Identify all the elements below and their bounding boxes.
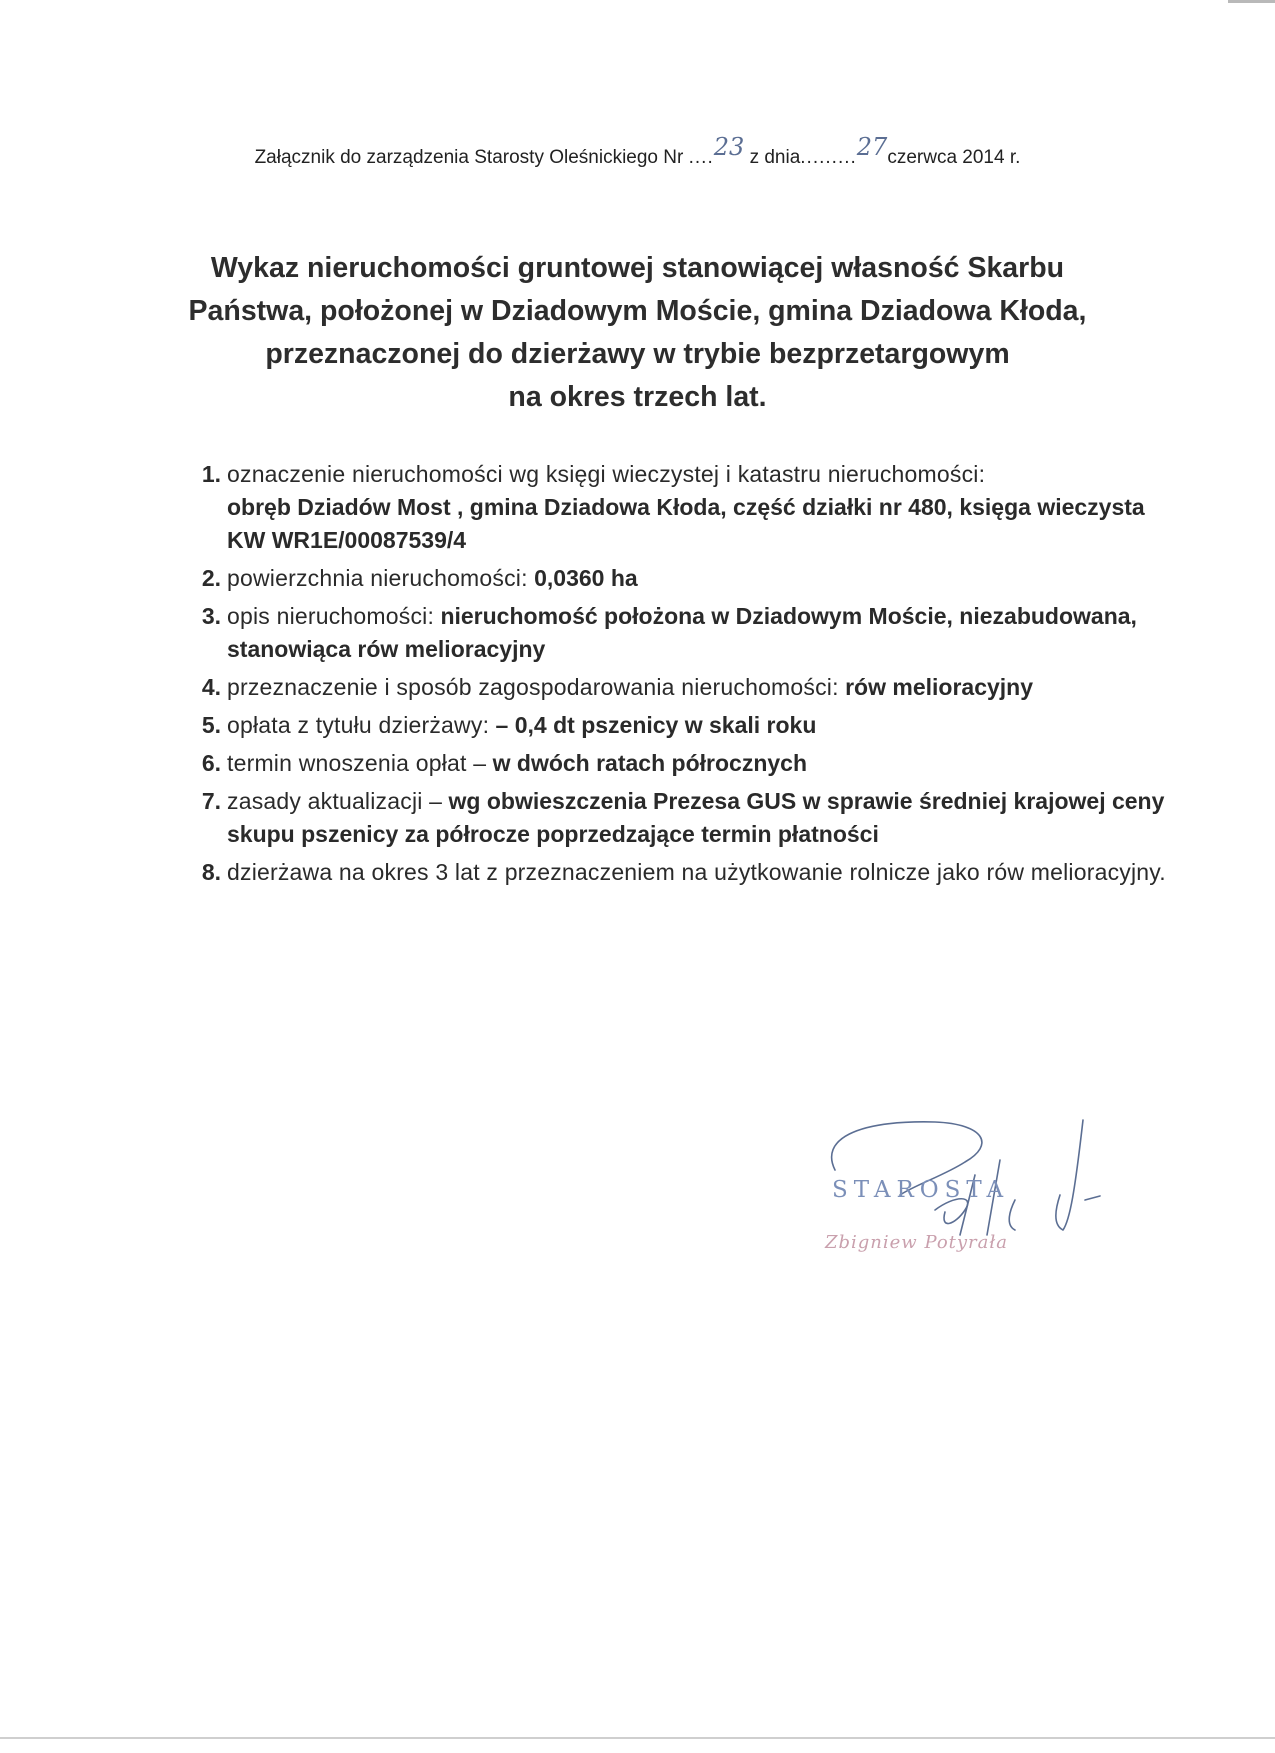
item-number: 1. (201, 461, 221, 487)
item-label: opis nieruchomości: (227, 603, 435, 629)
item-value: wg obwieszczenia Prezesa GUS w sprawie średniej krajowej ceny skupu pszenicy za półrocze poprzedzające termin płatności (227, 788, 1165, 847)
item-number: 8. (201, 859, 221, 885)
list-item (185, 671, 1185, 704)
item-number: 3. (201, 603, 221, 629)
header-mid: z dnia (749, 147, 801, 168)
handwritten-day: 27 (856, 133, 888, 161)
stamp-name: Zbigniew Potyrała (825, 1232, 1008, 1253)
scan-edge-bottom (0, 1737, 1275, 1739)
item-label: powierzchnia nieruchomości: (227, 565, 528, 591)
item-value: – 0,4 dt pszenicy w skali roku (495, 712, 817, 738)
handwritten-number: 23 (713, 133, 745, 161)
item-number: 2. (201, 565, 221, 591)
header-nr-dots: .... (688, 147, 714, 168)
title-line-4: na okres trzech lat. (508, 381, 767, 413)
title-line-2: Państwa, położonej w Dziadowym Moście, gmina Dziadowa Kłoda, (188, 295, 1087, 327)
item-value: rów melioracyjny (845, 674, 1034, 700)
item-number: 6. (201, 750, 221, 776)
title-line-1: Wykaz nieruchomości gruntowej stanowiącej własność Skarbu (210, 252, 1065, 284)
list-item (185, 458, 1185, 557)
item-value: nieruchomość położona w Dziadowym Moście, niezabudowana, stanowiąca rów melioracyjny (227, 603, 1137, 662)
item-number: 7. (201, 788, 221, 814)
scan-edge-top (1228, 0, 1275, 3)
list-item (185, 785, 1185, 851)
item-number: 4. (201, 674, 221, 700)
title-line-3: przeznaczonej do dzierżawy w trybie bezprzetargowym (265, 338, 1010, 370)
item-label: przeznaczenie i sposób zagospodarowania nieruchomości: (227, 674, 839, 700)
header-prefix: Załącznik do zarządzenia Starosty Oleśnickiego Nr (254, 147, 684, 168)
list-item (185, 562, 1185, 595)
item-label: zasady aktualizacji – (227, 788, 443, 814)
item-value: w dwóch ratach półrocznych (492, 750, 807, 776)
stamp-title: STAROSTA (832, 1177, 1010, 1203)
item-value: 0,0360 ha (534, 565, 638, 591)
item-label: termin wnoszenia opłat – (227, 750, 487, 776)
list-item (185, 856, 1185, 889)
header-suffix: czerwca 2014 r. (887, 147, 1021, 168)
property-details-list (185, 458, 1185, 894)
item-value: obręb Dziadów Most , gmina Dziadowa Kłoda, część działki nr 480, księga wieczysta KW WR1E/00087539/4 (227, 494, 1145, 553)
item-label: opłata z tytułu dzierżawy: (227, 712, 490, 738)
list-item (185, 709, 1185, 742)
list-item (185, 747, 1185, 780)
list-item (185, 600, 1185, 666)
item-label: dzierżawa na okres 3 lat z przeznaczeniem na użytkowanie rolnicze jako rów melioracyjny. (227, 859, 1166, 885)
document-title (0, 247, 1275, 419)
annex-header (0, 133, 1275, 169)
header-date-dots: ......... (800, 147, 857, 168)
item-number: 5. (201, 712, 221, 738)
item-label: oznaczenie nieruchomości wg księgi wieczystej i katastru nieruchomości: (227, 461, 986, 487)
